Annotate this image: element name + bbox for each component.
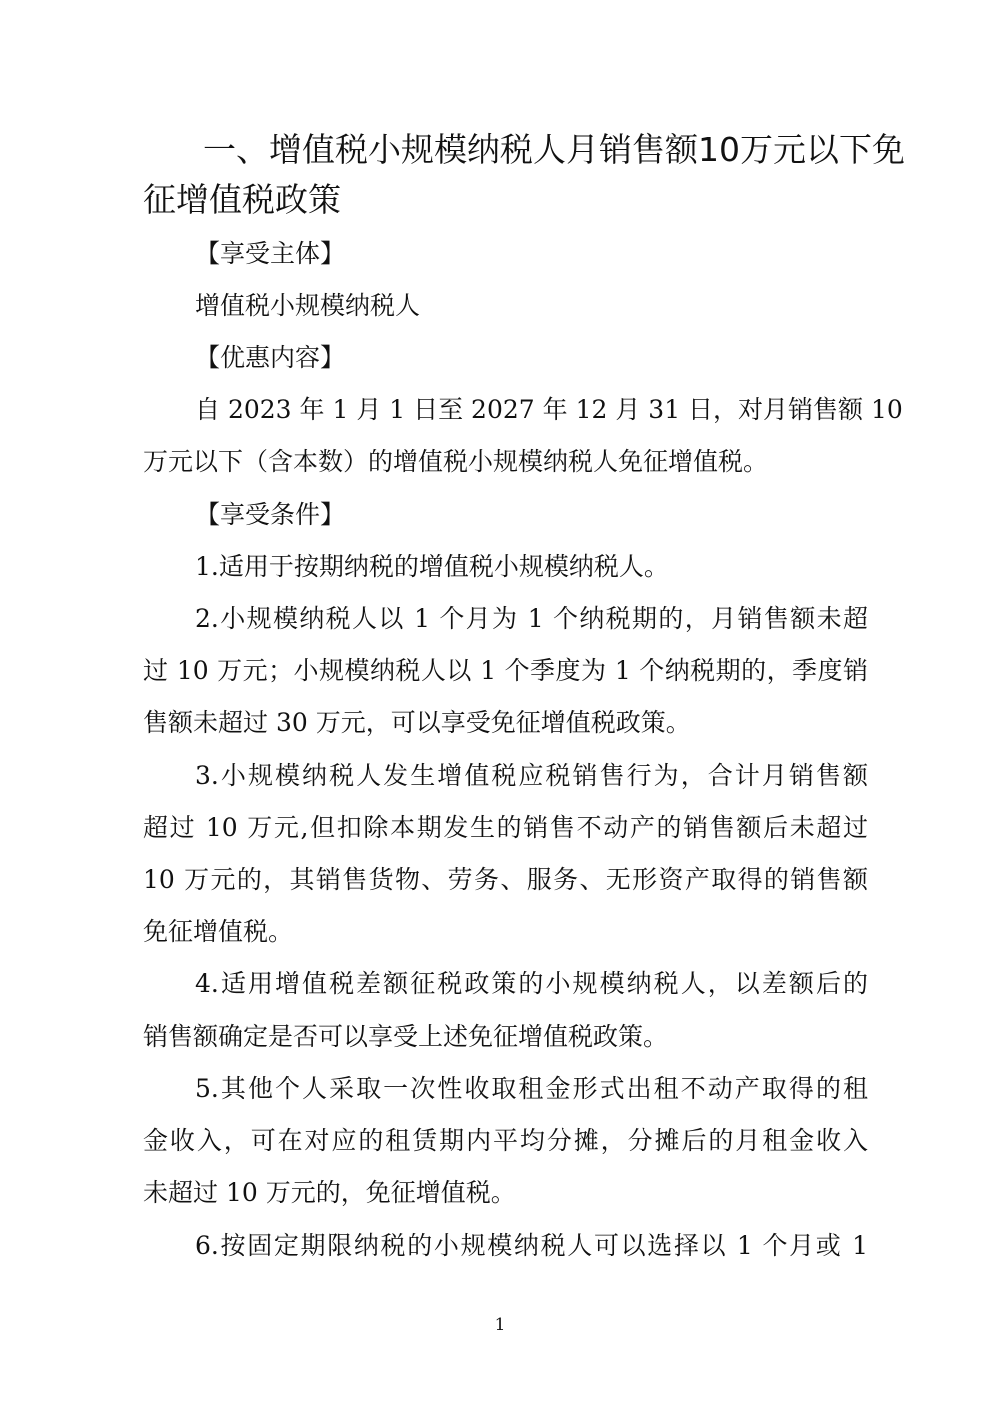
condition-4-line: 4.适用增值税差额征税政策的小规模纳税人，以差额后的: [195, 969, 868, 998]
condition-3-line: 超过 10 万元,但扣除本期发生的销售不动产的销售额后未超过: [143, 813, 868, 842]
condition-5-line: 金收入，可在对应的租赁期内平均分摊，分摊后的月租金收入: [143, 1126, 868, 1155]
condition-2-line: 2.小规模纳税人以 1 个月为 1 个纳税期的，月销售额未超: [195, 604, 868, 633]
content-text-line: 自 2023 年 1 月 1 日至 2027 年 12 月 31 日，对月销售额 10: [195, 395, 903, 424]
section-heading-conditions: 【享受条件】: [195, 500, 346, 529]
condition-3-line: 10 万元的，其销售货物、劳务、服务、无形资产取得的销售额: [143, 865, 868, 894]
condition-6-line: 6.按固定期限纳税的小规模纳税人可以选择以 1 个月或 1: [195, 1231, 868, 1260]
page-number: 1: [494, 1315, 506, 1335]
subject-text: 增值税小规模纳税人: [195, 291, 421, 320]
condition-1-line: 1.适用于按期纳税的增值税小规模纳税人。: [195, 552, 669, 581]
condition-5-line: 未超过 10 万元的，免征增值税。: [143, 1178, 516, 1207]
condition-2-line: 过 10 万元；小规模纳税人以 1 个季度为 1 个纳税期的，季度销: [143, 656, 868, 685]
document-title-line-2: 征增值税政策: [143, 180, 341, 219]
condition-3-line: 3.小规模纳税人发生增值税应税销售行为，合计月销售额: [195, 761, 868, 790]
condition-5-line: 5.其他个人采取一次性收取租金形式出租不动产取得的租: [195, 1074, 868, 1103]
condition-4-line: 销售额确定是否可以享受上述免征增值税政策。: [143, 1022, 669, 1051]
content-text-line: 万元以下（含本数）的增值税小规模纳税人免征增值税。: [143, 447, 769, 476]
section-heading-subject: 【享受主体】: [195, 239, 346, 268]
condition-3-line: 免征增值税。: [143, 917, 294, 946]
condition-2-line: 售额未超过 30 万元，可以享受免征增值税政策。: [143, 708, 691, 737]
document-title-line-1: 一、增值税小规模纳税人月销售额10万元以下免: [203, 130, 905, 169]
section-heading-content: 【优惠内容】: [195, 343, 346, 372]
